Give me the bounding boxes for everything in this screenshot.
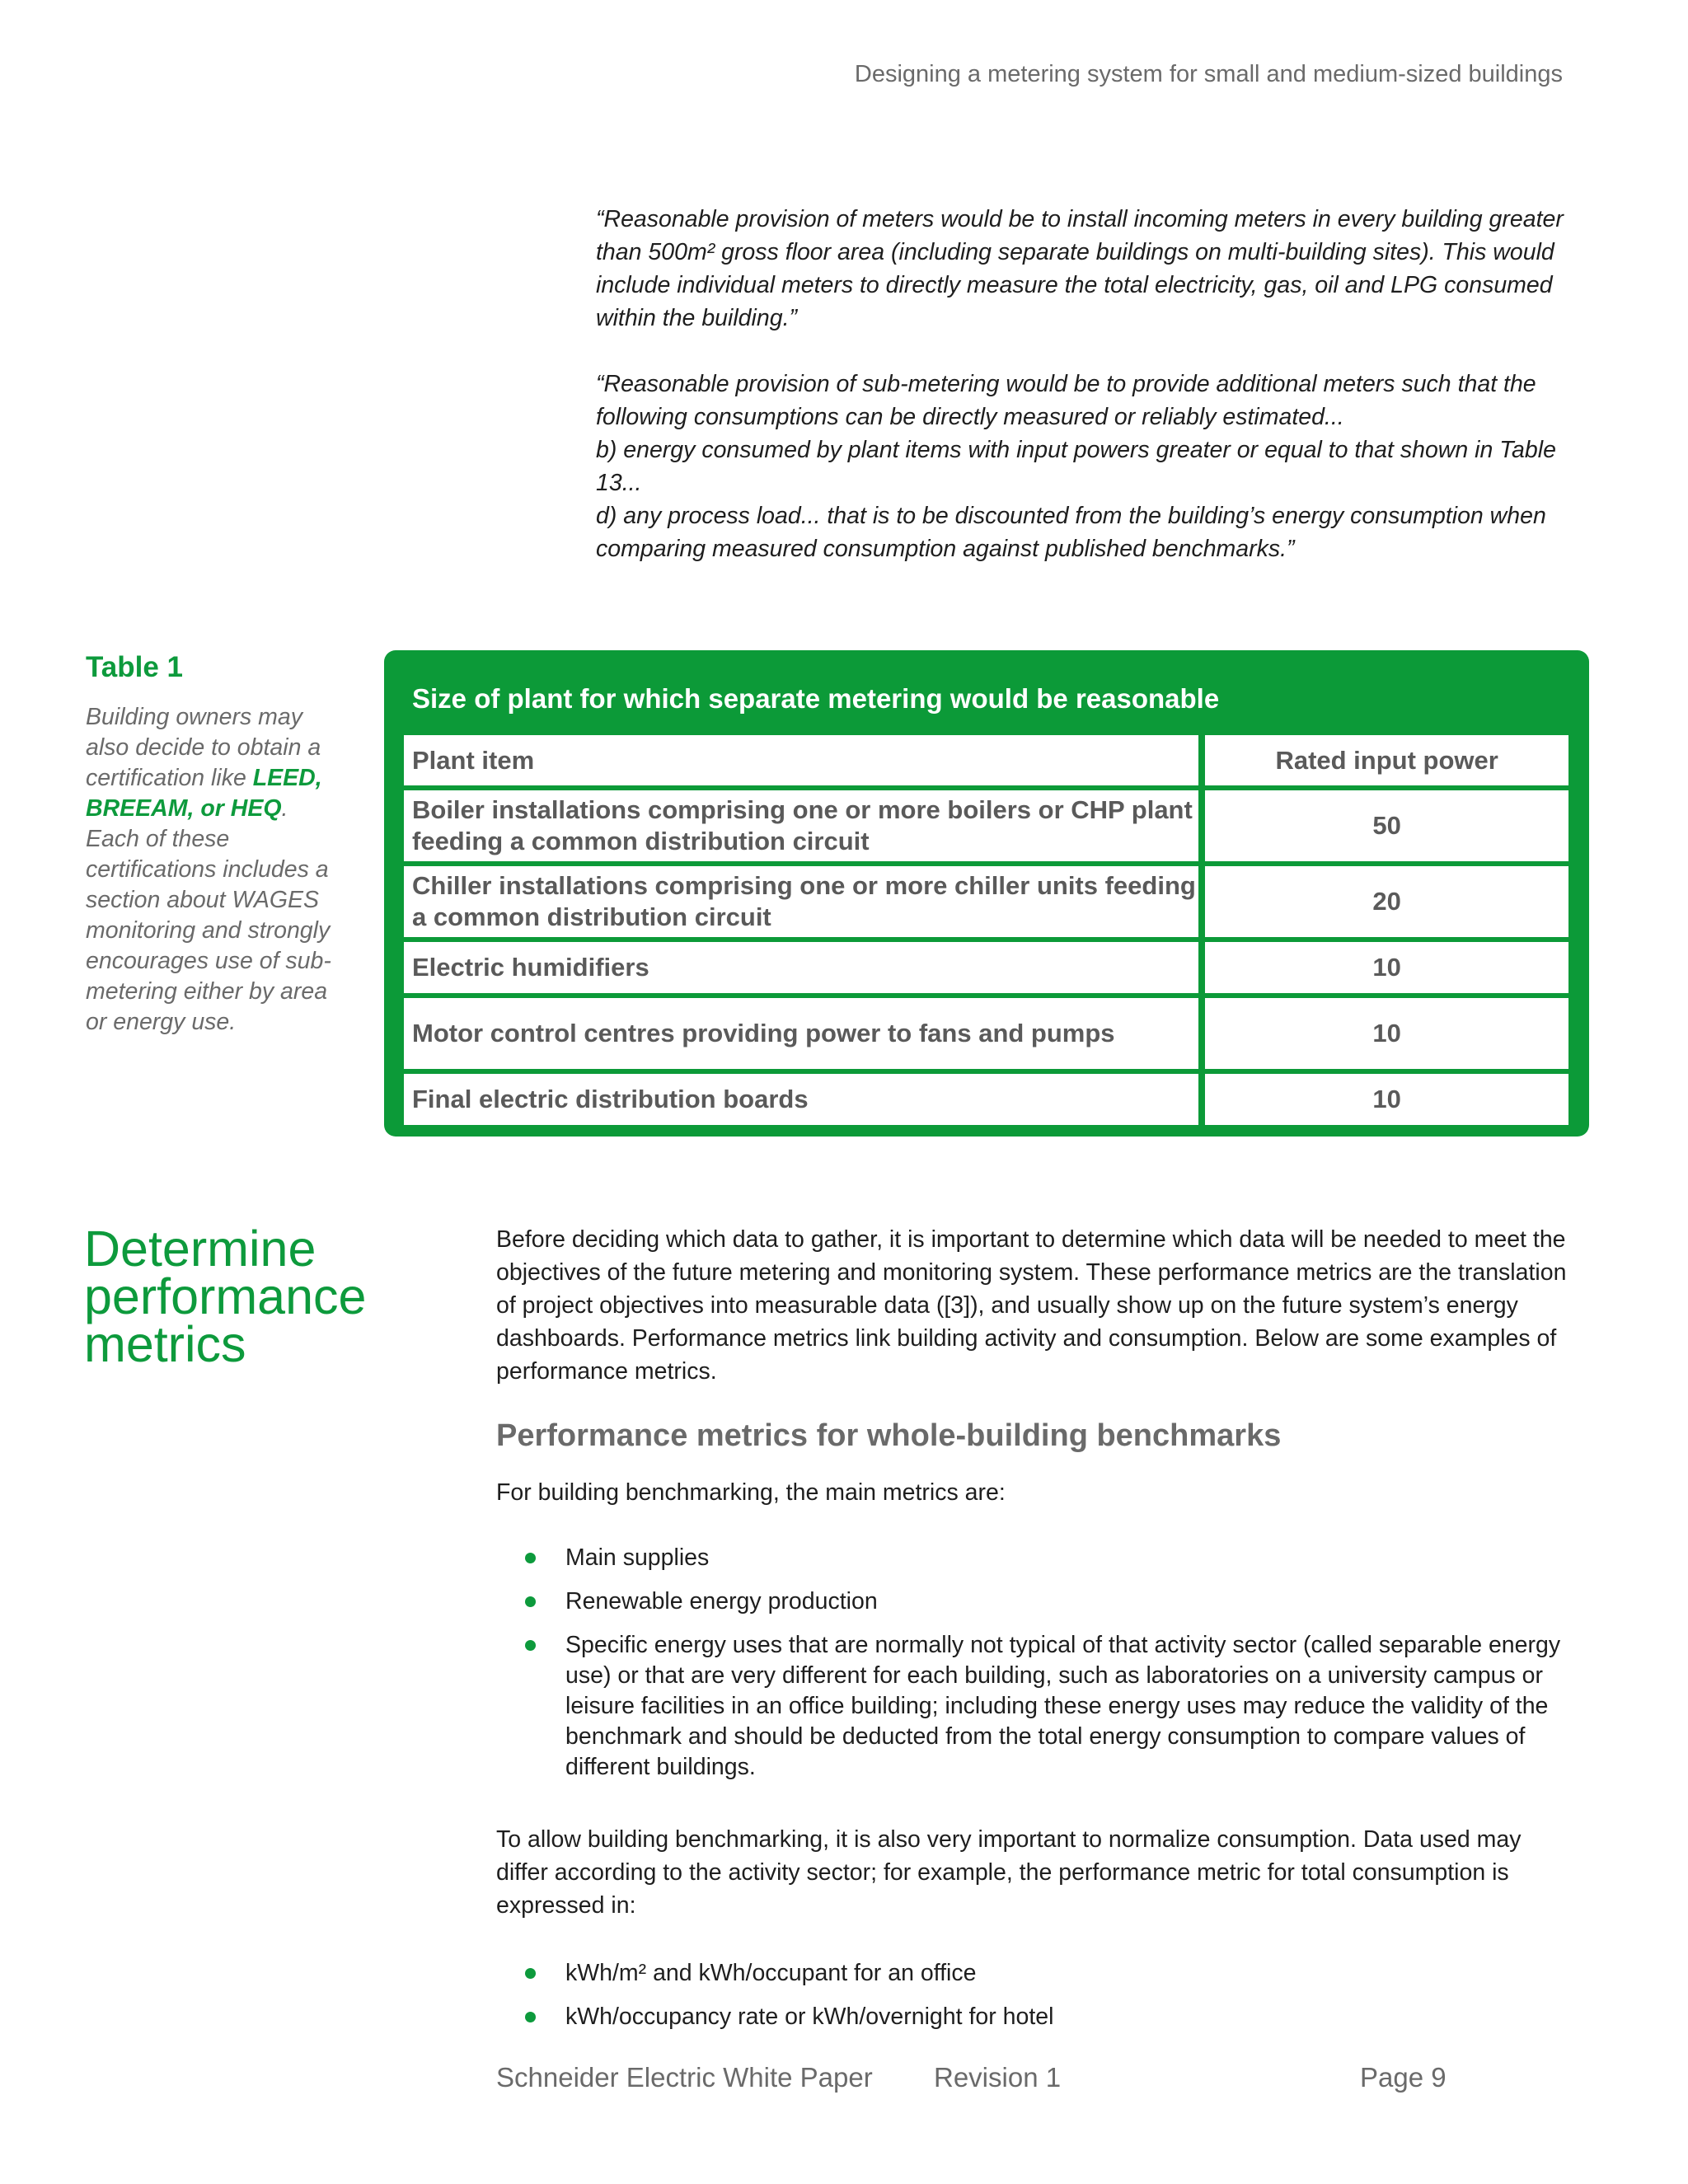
regulation-quote-block [596, 203, 1568, 565]
bullet-icon [525, 1640, 536, 1651]
plant-item-cell: Chiller installations comprising one or more chiller units feeding a common distribution circuit [404, 866, 1198, 937]
plant-item-cell: Electric humidifiers [404, 942, 1198, 993]
table-header-row [404, 735, 1568, 785]
normalization-list [496, 1958, 1568, 2046]
table-row [404, 866, 1568, 937]
list-item [496, 2002, 1568, 2032]
list-item [496, 1586, 1568, 1617]
rated-power-cell: 10 [1205, 998, 1568, 1069]
list-item-text: Renewable energy production [565, 1588, 878, 1615]
list-item-text: Specific energy uses that are normally not typical of that activity sector (called separable energy use) or that are very different for each building, such as laboratories on a university campus or leisure facilities in an office building; including these energy uses may reduce the validity of the benchmark and should be deducted from the total energy consumption to compare values of different buildings. [565, 1632, 1561, 1780]
table-sidenote [86, 651, 333, 1038]
sidenote-text-before: Building owners may also decide to obtain a certification like [86, 704, 321, 791]
footer-page-number: Page 9 [1360, 2062, 1447, 2093]
header-plant-item: Plant item [404, 735, 1198, 785]
certification-names: LEED, BREEAM, or HEQ [86, 765, 322, 822]
table-row [404, 790, 1568, 861]
subsection-heading: Performance metrics for whole-building benchmarks [496, 1418, 1282, 1453]
table-row [404, 998, 1568, 1069]
list-item [496, 1543, 1568, 1573]
bullet-icon [525, 1553, 536, 1563]
rated-power-cell: 50 [1205, 790, 1568, 861]
main-metrics-list [496, 1543, 1568, 1783]
plant-item-cell: Final electric distribution boards [404, 1074, 1198, 1125]
footer-publication: Schneider Electric White Paper [496, 2062, 873, 2093]
quote-submetering-d: d) any process load... that is to be discounted from the building’s energy consumption when comparing measured consumption against published benchmarks.” [596, 503, 1546, 562]
footer-revision: Revision 1 [934, 2062, 1062, 2093]
header-rated-input-power: Rated input power [1205, 735, 1568, 785]
list-item-text: kWh/occupancy rate or kWh/overnight for hotel [565, 2004, 1054, 2030]
normalization-paragraph: To allow building benchmarking, it is also very important to normalize consumption. Data used may differ according to the activity sector; for example, the performance metric for total consumption is expressed in: [496, 1826, 1522, 1919]
bullet-icon [525, 1596, 536, 1607]
plant-item-cell: Boiler installations comprising one or more boilers or CHP plant feeding a common distribution circuit [404, 790, 1198, 861]
bullet-icon [525, 2012, 536, 2022]
section-heading: Determine performance metrics [84, 1221, 367, 1372]
plant-metering-table [384, 650, 1589, 1137]
rated-power-cell: 10 [1205, 1074, 1568, 1125]
running-header: Designing a metering system for small and medium-sized buildings [854, 61, 1563, 87]
quote-submetering-b: b) energy consumed by plant items with input powers greater or equal to that shown in Table 13... [596, 437, 1556, 496]
table-row [404, 1074, 1568, 1125]
quote-meters: “Reasonable provision of meters would be to install incoming meters in every building greater than 500m² gross floor area (including separate buildings on multi-building sites). This would include individual meters to directly measure the total electricity, gas, oil and LPG consumed within the building.” [596, 206, 1564, 331]
sidenote-text [86, 702, 333, 1038]
table-row [404, 942, 1568, 993]
rated-power-cell: 10 [1205, 942, 1568, 993]
bullet-icon [525, 1968, 536, 1979]
rated-power-cell: 20 [1205, 866, 1568, 937]
intro-paragraph: Before deciding which data to gather, it is important to determine which data will be needed to meet the objectives of the future metering and monitoring system. These performance metrics are the translation of project objectives into measurable data ([3]), and usually show up on the future system’s energy dashboards. Performance metrics link building activity and consumption. Below are some examples of performance metrics. [496, 1226, 1567, 1385]
plant-item-cell: Motor control centres providing power to fans and pumps [404, 998, 1198, 1069]
table-label: Table 1 [86, 651, 184, 683]
metrics-intro-paragraph: For building benchmarking, the main metrics are: [496, 1479, 1006, 1506]
list-item [496, 1958, 1568, 1989]
table-body [404, 735, 1568, 1125]
table-title: Size of plant for which separate metering would be reasonable [412, 683, 1220, 714]
list-item [496, 1630, 1568, 1783]
list-item-text: Main supplies [565, 1544, 710, 1571]
quote-submetering-intro: “Reasonable provision of sub-metering would be to provide additional meters such that the following consumptions can be directly measured or reliably estimated... [596, 371, 1536, 430]
list-item-text: kWh/m² and kWh/occupant for an office [565, 1960, 977, 1986]
sidenote-text-after: . Each of these certifications includes a section about WAGES monitoring and strongly encourages use of sub-metering either by area or energy use. [86, 795, 331, 1035]
